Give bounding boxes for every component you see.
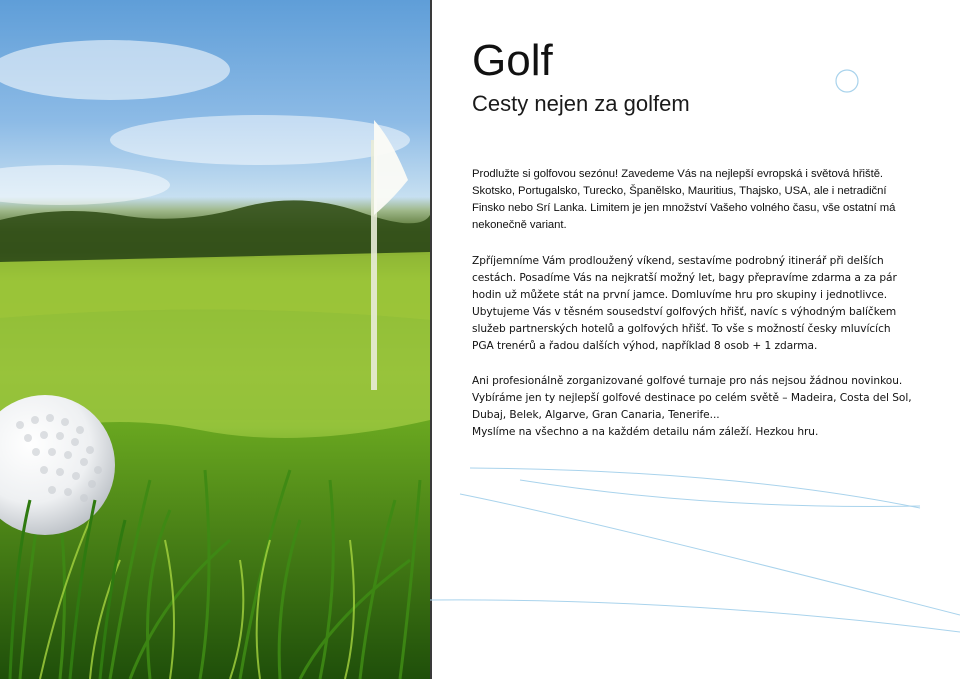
- golf-photo: [0, 0, 430, 679]
- cloud: [0, 40, 230, 100]
- article: [472, 36, 912, 441]
- decor-curve: [520, 480, 920, 506]
- tree-line: [0, 200, 430, 262]
- page-title: Golf: [472, 36, 553, 85]
- article-body: [472, 166, 912, 441]
- cloud: [110, 115, 410, 165]
- cloud: [0, 165, 170, 205]
- decor-curve: [470, 468, 920, 508]
- paragraph-intro: Prodlužte si golfovou sezónu! Zavedeme Vás na nejlepší evropská i světová hřiště. Skotsko, Portugalsko, Turecko, Španělsko, Mauritius, Thajsko, USA, ale i netradiční Finsko nebo Srí Lanka. Limitem je jen množství Vašeho volného času, vše ostatní má nekonečně variant.: [472, 168, 896, 231]
- paragraph-services: Zpříjemníme Vám prodloužený víkend, sestavíme podrobný itinerář při delších cestách. Posadíme Vás na nejkratší možný let, bagy přepravíme zdarma a za pár hodin už můžete stát na první jamce. Domluvíme hru pro skupiny i jednotlivce. Ubytujeme Vás v těsném sousedství golfových hřišť, navíc s výhodným balíčkem služeb partnerských hotelů a golfových hřišť. To vše s možností česky mluvících PGA trenérů a řadou dalších výhod, například 8 osob + 1 zdarma.: [472, 255, 897, 352]
- decor-curve: [430, 600, 960, 632]
- golf-scene-illustration: [0, 0, 430, 679]
- decor-curve: [460, 494, 960, 615]
- paragraph-closing: Myslíme na všechno a na každém detailu nám záleží. Hezkou hru.: [472, 426, 819, 438]
- paragraph-tournaments: Ani profesionálně zorganizované golfové turnaje pro nás nejsou žádnou novinkou. Vybíráme jen ty nejlepší golfové destinace po celém světě – Madeira, Costa del Sol, Dubaj, Belek, Algarve, Gran Canaria, Tenerife...: [472, 375, 912, 421]
- page-subtitle: Cesty nejen za golfem: [472, 91, 690, 116]
